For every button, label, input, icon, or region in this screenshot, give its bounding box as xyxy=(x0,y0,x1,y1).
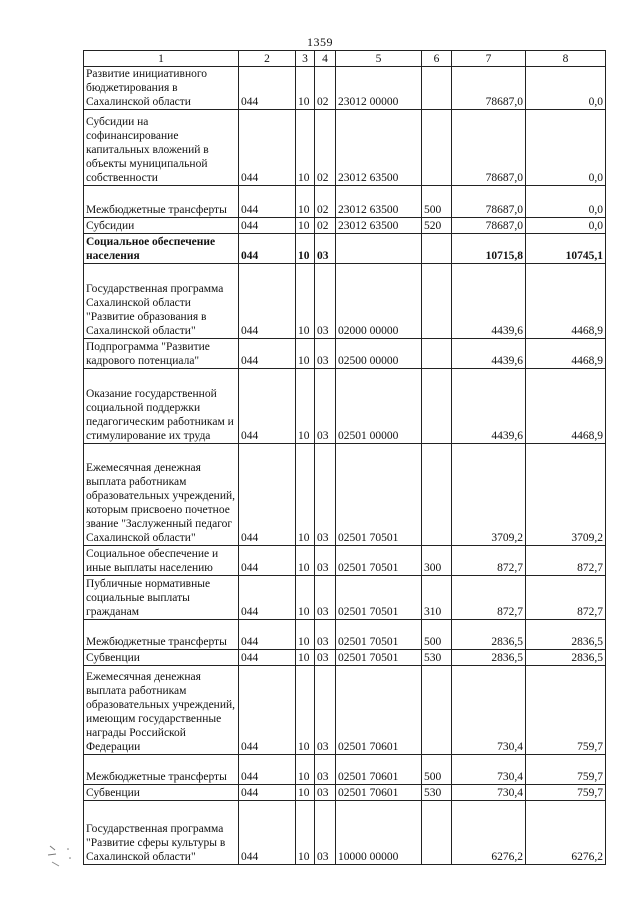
cell-amount-year2: 872,7 xyxy=(526,576,606,620)
cell-expense-type: 310 xyxy=(422,576,452,620)
cell-section-code: 10 xyxy=(296,755,315,785)
cell-amount-year2: 0,0 xyxy=(526,110,606,186)
cell-ministry-code: 044 xyxy=(239,264,296,339)
cell-name: Субвенции xyxy=(84,650,239,666)
cell-section-code: 10 xyxy=(296,576,315,620)
cell-section-code: 10 xyxy=(296,666,315,755)
cell-amount-year1: 2836,5 xyxy=(452,620,526,650)
cell-subsection-code: 03 xyxy=(315,785,336,801)
cell-subsection-code: 03 xyxy=(315,801,336,865)
cell-target-article: 02000 00000 xyxy=(336,264,422,339)
cell-section-code: 10 xyxy=(296,801,315,865)
col-header-3: 3 xyxy=(296,51,315,67)
cell-expense-type: 520 xyxy=(422,218,452,234)
cell-section-code: 10 xyxy=(296,67,315,110)
cell-expense-type: 530 xyxy=(422,650,452,666)
cell-name: Публичные нормативные социальные выплаты гражданам xyxy=(84,576,239,620)
cell-expense-type xyxy=(422,339,452,369)
cell-ministry-code: 044 xyxy=(239,339,296,369)
col-header-4: 4 xyxy=(315,51,336,67)
cell-amount-year1: 78687,0 xyxy=(452,218,526,234)
col-header-2: 2 xyxy=(239,51,296,67)
cell-amount-year2: 872,7 xyxy=(526,546,606,576)
cell-ministry-code: 044 xyxy=(239,785,296,801)
cell-amount-year2: 6276,2 xyxy=(526,801,606,865)
cell-ministry-code: 044 xyxy=(239,234,296,264)
cell-target-article: 02501 70501 xyxy=(336,546,422,576)
cell-target-article: 02501 70501 xyxy=(336,576,422,620)
cell-amount-year2: 2836,5 xyxy=(526,650,606,666)
cell-section-code: 10 xyxy=(296,110,315,186)
cell-target-article: 02501 70601 xyxy=(336,785,422,801)
cell-expense-type xyxy=(422,666,452,755)
cell-expense-type xyxy=(422,110,452,186)
cell-name: Межбюджетные трансферты xyxy=(84,186,239,218)
cell-expense-type: 500 xyxy=(422,620,452,650)
cell-expense-type xyxy=(422,369,452,444)
table-row xyxy=(84,110,606,186)
cell-target-article: 02501 70601 xyxy=(336,755,422,785)
cell-amount-year1: 730,4 xyxy=(452,785,526,801)
cell-target-article: 23012 63500 xyxy=(336,110,422,186)
table-row xyxy=(84,218,606,234)
cell-amount-year2: 4468,9 xyxy=(526,339,606,369)
cell-subsection-code: 03 xyxy=(315,620,336,650)
cell-subsection-code: 02 xyxy=(315,110,336,186)
table-row xyxy=(84,67,606,110)
margin-scribble-mark xyxy=(46,842,74,868)
header-row xyxy=(84,51,606,67)
cell-name: Ежемесячная денежная выплата работникам образовательных учреждений, имеющим государственные награды Российской Федерации xyxy=(84,666,239,755)
cell-amount-year1: 2836,5 xyxy=(452,650,526,666)
table-row xyxy=(84,234,606,264)
cell-amount-year1: 4439,6 xyxy=(452,339,526,369)
cell-ministry-code: 044 xyxy=(239,666,296,755)
cell-amount-year1: 78687,0 xyxy=(452,67,526,110)
cell-ministry-code: 044 xyxy=(239,650,296,666)
cell-subsection-code: 03 xyxy=(315,234,336,264)
cell-expense-type xyxy=(422,264,452,339)
cell-name: Социальное обеспечение и иные выплаты населению xyxy=(84,546,239,576)
cell-amount-year1: 6276,2 xyxy=(452,801,526,865)
cell-section-code: 10 xyxy=(296,546,315,576)
table-row xyxy=(84,369,606,444)
cell-name: Государственная программа "Развитие сферы культуры в Сахалинской области" xyxy=(84,801,239,865)
table-row xyxy=(84,785,606,801)
page-number: 1359 xyxy=(307,35,333,49)
cell-section-code: 10 xyxy=(296,650,315,666)
cell-name: Межбюджетные трансферты xyxy=(84,620,239,650)
cell-amount-year1: 10715,8 xyxy=(452,234,526,264)
cell-expense-type xyxy=(422,801,452,865)
cell-target-article: 02501 00000 xyxy=(336,369,422,444)
cell-ministry-code: 044 xyxy=(239,369,296,444)
cell-section-code: 10 xyxy=(296,369,315,444)
table-body xyxy=(84,67,606,865)
table-row xyxy=(84,444,606,546)
cell-amount-year1: 4439,6 xyxy=(452,264,526,339)
cell-ministry-code: 044 xyxy=(239,620,296,650)
cell-target-article: 02501 70501 xyxy=(336,650,422,666)
cell-amount-year2: 3709,2 xyxy=(526,444,606,546)
cell-ministry-code: 044 xyxy=(239,444,296,546)
cell-target-article: 23012 63500 xyxy=(336,218,422,234)
cell-subsection-code: 03 xyxy=(315,264,336,339)
cell-amount-year2: 759,7 xyxy=(526,755,606,785)
cell-amount-year1: 78687,0 xyxy=(452,110,526,186)
col-header-1: 1 xyxy=(84,51,239,67)
table-row xyxy=(84,186,606,218)
cell-expense-type: 500 xyxy=(422,755,452,785)
cell-subsection-code: 02 xyxy=(315,218,336,234)
cell-name: Субсидии на софинансирование капитальных вложений в объекты муниципальной собственности xyxy=(84,110,239,186)
cell-amount-year2: 759,7 xyxy=(526,785,606,801)
cell-subsection-code: 03 xyxy=(315,444,336,546)
cell-target-article: 02500 00000 xyxy=(336,339,422,369)
cell-expense-type: 530 xyxy=(422,785,452,801)
col-header-8: 8 xyxy=(526,51,606,67)
cell-subsection-code: 03 xyxy=(315,666,336,755)
cell-subsection-code: 03 xyxy=(315,650,336,666)
cell-expense-type: 500 xyxy=(422,186,452,218)
col-header-6: 6 xyxy=(422,51,452,67)
table-row xyxy=(84,666,606,755)
cell-amount-year1: 872,7 xyxy=(452,546,526,576)
table-row xyxy=(84,620,606,650)
cell-section-code: 10 xyxy=(296,785,315,801)
cell-ministry-code: 044 xyxy=(239,576,296,620)
cell-name: Оказание государственной социальной поддержки педагогическим работникам и стимулирование их труда xyxy=(84,369,239,444)
cell-ministry-code: 044 xyxy=(239,67,296,110)
table-row xyxy=(84,650,606,666)
cell-name: Развитие инициативного бюджетирования в Сахалинской области xyxy=(84,67,239,110)
cell-ministry-code: 044 xyxy=(239,218,296,234)
cell-amount-year1: 78687,0 xyxy=(452,186,526,218)
cell-name: Государственная программа Сахалинской области "Развитие образования в Сахалинской области" xyxy=(84,264,239,339)
cell-target-article: 02501 70601 xyxy=(336,666,422,755)
cell-amount-year1: 730,4 xyxy=(452,666,526,755)
cell-target-article: 23012 00000 xyxy=(336,67,422,110)
cell-amount-year1: 4439,6 xyxy=(452,369,526,444)
cell-subsection-code: 03 xyxy=(315,339,336,369)
cell-amount-year1: 730,4 xyxy=(452,755,526,785)
cell-expense-type xyxy=(422,234,452,264)
cell-ministry-code: 044 xyxy=(239,801,296,865)
cell-subsection-code: 03 xyxy=(315,576,336,620)
cell-name: Социальное обеспечение населения xyxy=(84,234,239,264)
cell-amount-year1: 872,7 xyxy=(452,576,526,620)
cell-amount-year2: 0,0 xyxy=(526,67,606,110)
cell-target-article: 02501 70501 xyxy=(336,620,422,650)
cell-subsection-code: 03 xyxy=(315,546,336,576)
cell-amount-year2: 759,7 xyxy=(526,666,606,755)
cell-name: Субсидии xyxy=(84,218,239,234)
cell-amount-year1: 3709,2 xyxy=(452,444,526,546)
budget-table xyxy=(83,50,606,865)
cell-subsection-code: 02 xyxy=(315,186,336,218)
table-row xyxy=(84,801,606,865)
table-row xyxy=(84,546,606,576)
cell-ministry-code: 044 xyxy=(239,110,296,186)
col-header-5: 5 xyxy=(336,51,422,67)
cell-target-article xyxy=(336,234,422,264)
cell-expense-type xyxy=(422,67,452,110)
cell-amount-year2: 0,0 xyxy=(526,218,606,234)
cell-ministry-code: 044 xyxy=(239,186,296,218)
cell-expense-type xyxy=(422,444,452,546)
cell-section-code: 10 xyxy=(296,186,315,218)
cell-amount-year2: 0,0 xyxy=(526,186,606,218)
cell-ministry-code: 044 xyxy=(239,546,296,576)
cell-name: Субвенции xyxy=(84,785,239,801)
col-header-7: 7 xyxy=(452,51,526,67)
cell-section-code: 10 xyxy=(296,264,315,339)
cell-section-code: 10 xyxy=(296,234,315,264)
cell-name: Ежемесячная денежная выплата работникам образовательных учреждений, которым присвоено почетное звание "Заслуженный педагог Сахалинской области" xyxy=(84,444,239,546)
cell-amount-year2: 4468,9 xyxy=(526,369,606,444)
cell-subsection-code: 03 xyxy=(315,755,336,785)
cell-amount-year2: 2836,5 xyxy=(526,620,606,650)
cell-target-article: 23012 63500 xyxy=(336,186,422,218)
table-row xyxy=(84,576,606,620)
cell-section-code: 10 xyxy=(296,218,315,234)
cell-section-code: 10 xyxy=(296,444,315,546)
cell-amount-year2: 10745,1 xyxy=(526,234,606,264)
cell-subsection-code: 02 xyxy=(315,67,336,110)
table-row xyxy=(84,339,606,369)
cell-section-code: 10 xyxy=(296,339,315,369)
cell-name: Подпрограмма "Развитие кадрового потенциала" xyxy=(84,339,239,369)
cell-name: Межбюджетные трансферты xyxy=(84,755,239,785)
table-row xyxy=(84,264,606,339)
cell-target-article: 10000 00000 xyxy=(336,801,422,865)
cell-ministry-code: 044 xyxy=(239,755,296,785)
cell-subsection-code: 03 xyxy=(315,369,336,444)
cell-section-code: 10 xyxy=(296,620,315,650)
table-row xyxy=(84,755,606,785)
cell-amount-year2: 4468,9 xyxy=(526,264,606,339)
cell-target-article: 02501 70501 xyxy=(336,444,422,546)
cell-expense-type: 300 xyxy=(422,546,452,576)
